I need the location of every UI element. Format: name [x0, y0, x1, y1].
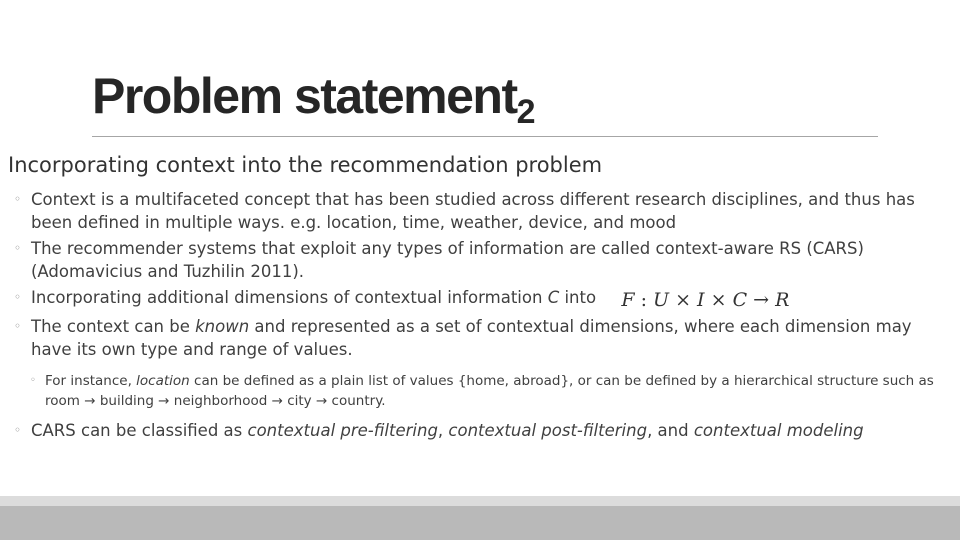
mapping-formula [621, 289, 789, 312]
bullet-marker: ◦ [14, 319, 22, 333]
footer-band-light [0, 496, 960, 506]
emphasis-known: known [195, 317, 250, 336]
bullet-item-context-definition [14, 188, 954, 234]
sub-bullet-item-location-example [14, 371, 945, 411]
emphasis-modeling: contextual modeling [693, 421, 864, 440]
bullet-text-prefix: Incorporating additional dimensions of contextual information [31, 288, 548, 307]
bullet-marker: ◦ [14, 192, 22, 206]
emphasis-pre-filtering: contextual pre-filtering [247, 421, 438, 440]
bullet-item-cars-definition [14, 237, 954, 283]
context-variable: C [547, 288, 560, 307]
bullet-list [14, 188, 954, 442]
formula-c: C [732, 289, 748, 311]
section-heading: Incorporating context into the recommendation problem [8, 153, 603, 177]
bullet-text-prefix: The context can be [31, 317, 196, 336]
bullet-text-prefix: CARS can be classified as [31, 421, 248, 440]
formula-i: I [697, 289, 705, 311]
bullet-text-suffix: into [559, 288, 597, 307]
title-underline [92, 136, 878, 137]
slide-title-subscript: 2 [516, 93, 535, 131]
formula-r: R [775, 289, 790, 311]
emphasis-post-filtering: contextual post-filtering [448, 421, 648, 440]
bullet-text-suffix: and represented as a set of contextual dimensions, where each dimension may have its own type and range of values. [31, 317, 912, 359]
footer-band-dark [0, 506, 960, 540]
bullet-marker: ◦ [14, 241, 22, 255]
bullet-text: The recommender systems that exploit any types of information are called context-aware RS (CARS) (Adomavicius and Tuzhilin 2011). [31, 239, 864, 281]
formula-times: × [675, 289, 691, 311]
bullet-item-cars-classification [14, 419, 954, 442]
formula-times: × [710, 289, 727, 311]
emphasis-location: location [136, 373, 190, 389]
bullet-marker: ◦ [14, 290, 22, 304]
sub-bullet-prefix: For instance, [45, 373, 137, 389]
bullet-text: Context is a multifaceted concept that has been studied across different research disciplines, and thus has been defined in multiple ways. e.g. location, time, weather, device, and mood [31, 190, 915, 232]
bullet-item-additional-dimensions [14, 286, 954, 312]
separator: , [437, 421, 449, 440]
separator: , and [647, 421, 694, 440]
slide-title [92, 66, 534, 142]
sub-bullet-marker: ◦ [30, 375, 36, 386]
slide-title-text: Problem statement [92, 68, 517, 124]
formula-arrow: → [753, 289, 770, 311]
formula-u: U [653, 289, 670, 311]
formula-f: F [621, 289, 635, 311]
bullet-marker: ◦ [14, 423, 22, 437]
formula-colon: : [640, 289, 647, 311]
bullet-item-known-context [14, 315, 954, 361]
sub-bullet-suffix: can be defined as a plain list of values {home, abroad}, or can be defined by a hierarchical structure such as room → building → neighborhood → city → country. [45, 373, 934, 409]
